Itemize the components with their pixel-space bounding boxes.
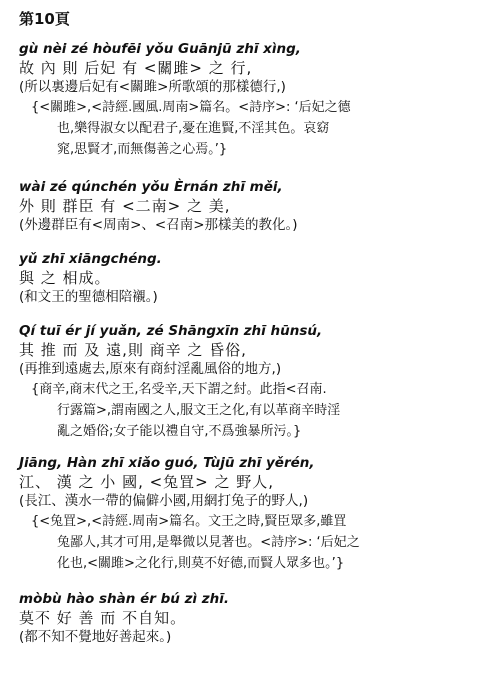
note-line: {商辛,商末代之王,名受辛,天下謂之紂。此指<召南. xyxy=(31,382,327,397)
stanza-6 xyxy=(19,590,489,647)
chinese-text-line: 故 內 則 后妃 有 <關雎> 之 行, xyxy=(19,59,253,77)
chinese-text-line: 其 推 而 及 遠,則 商辛 之 昏俗, xyxy=(19,341,247,359)
stanza-4 xyxy=(19,322,489,442)
note-line: 化也,<關雎>之化行,則莫不好德,而賢人眾多也。’} xyxy=(57,556,345,571)
note-line: {<關雎>,<詩經.國風.周南>篇名。<詩序>: ‘后妃之德 xyxy=(31,100,351,115)
stanza-2 xyxy=(19,178,489,235)
stanza-1 xyxy=(19,40,489,160)
stanza-3 xyxy=(19,250,489,307)
translation-line: (都不知不覺地好善起來。) xyxy=(19,629,172,645)
chinese-text-line: 與 之 相成。 xyxy=(19,269,111,287)
translation-line: (再推到遠處去,原來有商紂淫亂風俗的地方,) xyxy=(19,361,282,377)
chinese-text-line: 外 則 群臣 有 <二南> 之 美, xyxy=(19,197,231,215)
chinese-text-line: 江、 漢 之 小 國, <兔罝> 之 野人, xyxy=(19,473,275,491)
note-line: 亂之婚俗;女子能以禮自守,不爲強暴所污。} xyxy=(57,424,302,439)
pinyin-line: Jiāng, Hàn zhī xiǎo guó, Tùjū zhī yěrén, xyxy=(19,455,315,471)
annotation-note xyxy=(31,511,489,574)
note-line: 也,樂得淑女以配君子,憂在進賢,不淫其色。哀窈 xyxy=(57,121,330,136)
pinyin-line: yǔ zhī xiāngchéng. xyxy=(19,251,162,267)
chinese-text-line: 莫不 好 善 而 不自知。 xyxy=(19,609,187,627)
translation-line: (外邊群臣有<周南>、<召南>那樣美的教化。) xyxy=(19,217,298,233)
annotation-note xyxy=(31,97,489,160)
pinyin-line: mòbù hào shàn ér bú zì zhī. xyxy=(19,591,229,607)
note-line: 行露篇>,謂南國之人,服文王之化,有以革商辛時淫 xyxy=(57,403,341,418)
annotation-note xyxy=(31,379,489,442)
translation-line: (和文王的聖德相陪襯。) xyxy=(19,289,158,305)
stanza-5 xyxy=(19,454,489,574)
note-line: {<兔罝>,<詩經.周南>篇名。文王之時,賢臣眾多,雖罝 xyxy=(31,514,347,529)
translation-line: (長江、漢水一帶的偏僻小國,用網打兔子的野人,) xyxy=(19,493,309,509)
pinyin-line: Qí tuī ér jí yuǎn, zé Shāngxīn zhī hūnsú, xyxy=(19,323,323,339)
translation-line: (所以裏邊后妃有<關雎>所歌頌的那樣德行,) xyxy=(19,79,286,95)
page-number: 第10頁 xyxy=(19,10,70,28)
pinyin-line: wài zé qúnchén yǒu Èrnán zhī měi, xyxy=(19,179,283,195)
note-line: 兔鄙人,其才可用,是舉微以見著也。<詩序>: ‘后妃之 xyxy=(57,535,360,550)
note-line: 窕,思賢才,而無傷善之心焉。’} xyxy=(57,142,228,157)
pinyin-line: gù nèi zé hòufēi yǒu Guānjū zhī xìng, xyxy=(19,41,301,57)
